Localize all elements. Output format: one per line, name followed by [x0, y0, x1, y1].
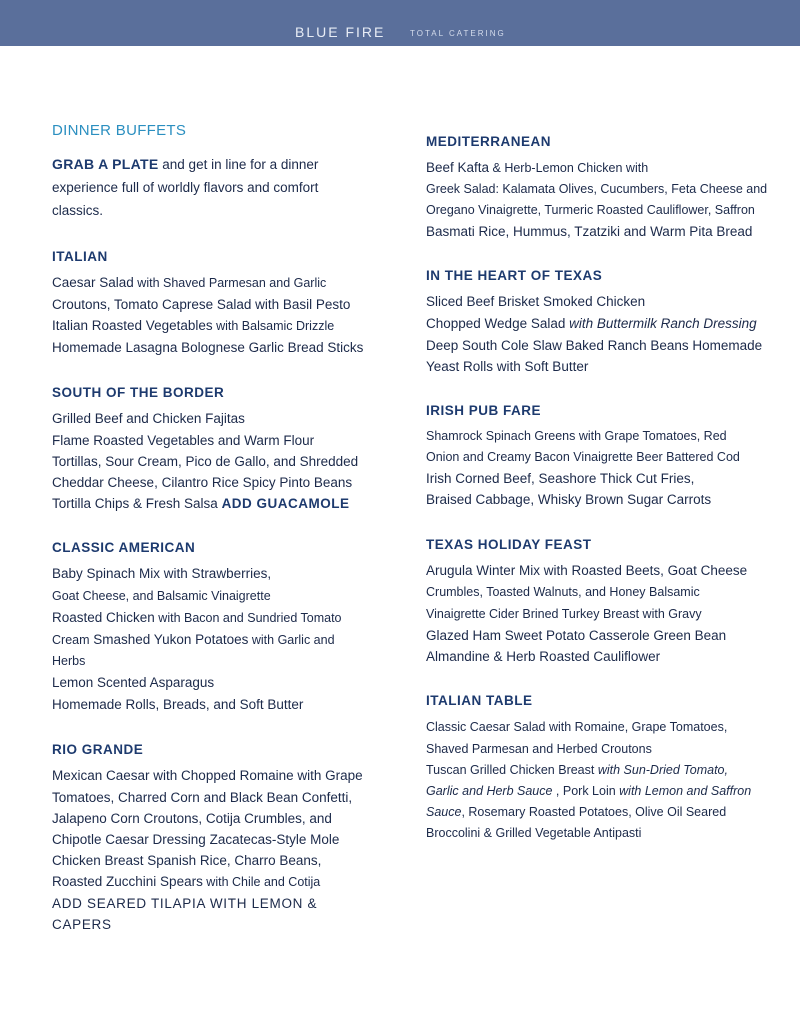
- brand-name: BLUE FIRE: [295, 24, 386, 40]
- menu-line: Crumbles, Toasted Walnuts, and Honey Balsamic: [426, 585, 700, 599]
- menu-section-south-of-the-border: [52, 385, 387, 514]
- section-title: SOUTH OF THE BORDER: [52, 385, 225, 400]
- menu-line: Garlic and Herb Sauce , Pork Loin with Lemon and Saffron: [426, 784, 752, 798]
- menu-line: Tortilla Chips & Fresh Salsa ADD GUACAMOLE: [52, 496, 350, 511]
- menu-line: Tuscan Grilled Chicken Breast with Sun-Dried Tomato,: [426, 763, 728, 777]
- menu-section-mediterranean: [426, 134, 776, 242]
- menu-line: Vinaigrette Cider Brined Turkey Breast with Gravy: [426, 607, 702, 621]
- menu-line: Cheddar Cheese, Cilantro Rice Spicy Pinto Beans: [52, 475, 353, 490]
- right-column: [426, 134, 776, 870]
- menu-line: Yeast Rolls with Soft Butter: [426, 359, 589, 374]
- menu-section-rio-grande: [52, 742, 387, 935]
- section-title: ITALIAN TABLE: [426, 693, 533, 708]
- menu-line: ADD SEARED TILAPIA WITH LEMON &: [52, 896, 318, 911]
- left-column: [52, 122, 387, 961]
- menu-section-italian: [52, 249, 387, 359]
- menu-line: Deep South Cole Slaw Baked Ranch Beans Homemade: [426, 338, 763, 353]
- menu-line: Shaved Parmesan and Herbed Croutons: [426, 742, 652, 756]
- menu-line: Glazed Ham Sweet Potato Casserole Green Bean: [426, 628, 727, 643]
- menu-line: Braised Cabbage, Whisky Brown Sugar Carrots: [426, 492, 712, 507]
- menu-line: Chipotle Caesar Dressing Zacatecas-Style Mole: [52, 832, 340, 847]
- menu-line: Caesar Salad with Shaved Parmesan and Garlic: [52, 275, 327, 290]
- menu-line: Goat Cheese, and Balsamic Vinaigrette: [52, 589, 271, 603]
- menu-line: Grilled Beef and Chicken Fajitas: [52, 411, 245, 426]
- menu-line: Almandine & Herb Roasted Cauliflower: [426, 649, 661, 664]
- menu-line: Baby Spinach Mix with Strawberries,: [52, 566, 272, 581]
- section-title: TEXAS HOLIDAY FEAST: [426, 537, 592, 552]
- page-heading: DINNER BUFFETS: [52, 122, 187, 139]
- menu-line: Tomatoes, Charred Corn and Black Bean Confetti,: [52, 790, 353, 805]
- menu-line: Tortillas, Sour Cream, Pico de Gallo, and Shredded: [52, 454, 359, 469]
- section-title: CLASSIC AMERICAN: [52, 540, 196, 555]
- intro-paragraph: [52, 153, 387, 222]
- menu-line: Broccolini & Grilled Vegetable Antipasti: [426, 826, 642, 840]
- intro-text: classics.: [52, 203, 104, 218]
- header-banner: [0, 0, 800, 46]
- intro-text: and get in line for a dinner: [158, 157, 319, 172]
- menu-section-classic-american: [52, 540, 387, 716]
- menu-section-irish-pub-fare: [426, 403, 776, 511]
- section-title: RIO GRANDE: [52, 742, 144, 757]
- menu-line: Homemade Rolls, Breads, and Soft Butter: [52, 697, 304, 712]
- section-title: IRISH PUB FARE: [426, 403, 542, 418]
- menu-line: Sliced Beef Brisket Smoked Chicken: [426, 294, 646, 309]
- menu-section-texas-holiday-feast: [426, 537, 776, 667]
- menu-section-italian-table: [426, 693, 776, 844]
- menu-line: Oregano Vinaigrette, Turmeric Roasted Cauliflower, Saffron: [426, 203, 755, 217]
- menu-line: Jalapeno Corn Croutons, Cotija Crumbles, and: [52, 811, 332, 826]
- menu-line: CAPERS: [52, 917, 112, 932]
- menu-line: Sauce, Rosemary Roasted Potatoes, Olive Oil Seared: [426, 805, 727, 819]
- section-title: IN THE HEART OF TEXAS: [426, 268, 603, 283]
- menu-line: Greek Salad: Kalamata Olives, Cucumbers, Feta Cheese and: [426, 182, 768, 196]
- menu-line: Flame Roasted Vegetables and Warm Flour: [52, 433, 315, 448]
- section-title: ITALIAN: [52, 249, 108, 264]
- menu-line: Chicken Breast Spanish Rice, Charro Beans,: [52, 853, 322, 868]
- menu-line: Mexican Caesar with Chopped Romaine with Grape: [52, 768, 363, 783]
- intro-text: experience full of worldly flavors and comfort: [52, 180, 319, 195]
- menu-line: Chopped Wedge Salad with Buttermilk Ranch Dressing: [426, 316, 757, 331]
- brand-tagline: TOTAL CATERING: [410, 29, 506, 38]
- menu-line: Italian Roasted Vegetables with Balsamic Drizzle: [52, 318, 335, 333]
- menu-line: Arugula Winter Mix with Roasted Beets, Goat Cheese: [426, 563, 748, 578]
- menu-line: Homemade Lasagna Bolognese Garlic Bread Sticks: [52, 340, 364, 355]
- menu-line: Croutons, Tomato Caprese Salad with Basil Pesto: [52, 297, 351, 312]
- menu-line: Classic Caesar Salad with Romaine, Grape Tomatoes,: [426, 720, 728, 734]
- menu-line: Onion and Creamy Bacon Vinaigrette Beer Battered Cod: [426, 450, 740, 464]
- menu-line: Irish Corned Beef, Seashore Thick Cut Fries,: [426, 471, 695, 486]
- menu-line: Roasted Chicken with Bacon and Sundried Tomato: [52, 610, 342, 625]
- menu-line: Basmati Rice, Hummus, Tzatziki and Warm Pita Bread: [426, 224, 753, 239]
- menu-line: Cream Smashed Yukon Potatoes with Garlic and: [52, 632, 335, 647]
- menu-line: Roasted Zucchini Spears with Chile and Cotija: [52, 874, 321, 889]
- menu-section-heart-of-texas: [426, 268, 776, 377]
- add-on-label: ADD GUACAMOLE: [221, 496, 350, 511]
- section-title: MEDITERRANEAN: [426, 134, 552, 149]
- menu-line: Beef Kafta & Herb-Lemon Chicken with: [426, 160, 649, 175]
- menu-line: Herbs: [52, 654, 86, 668]
- intro-lead: GRAB A PLATE: [52, 156, 159, 172]
- menu-line: Lemon Scented Asparagus: [52, 675, 215, 690]
- menu-line: Shamrock Spinach Greens with Grape Tomatoes, Red: [426, 429, 727, 443]
